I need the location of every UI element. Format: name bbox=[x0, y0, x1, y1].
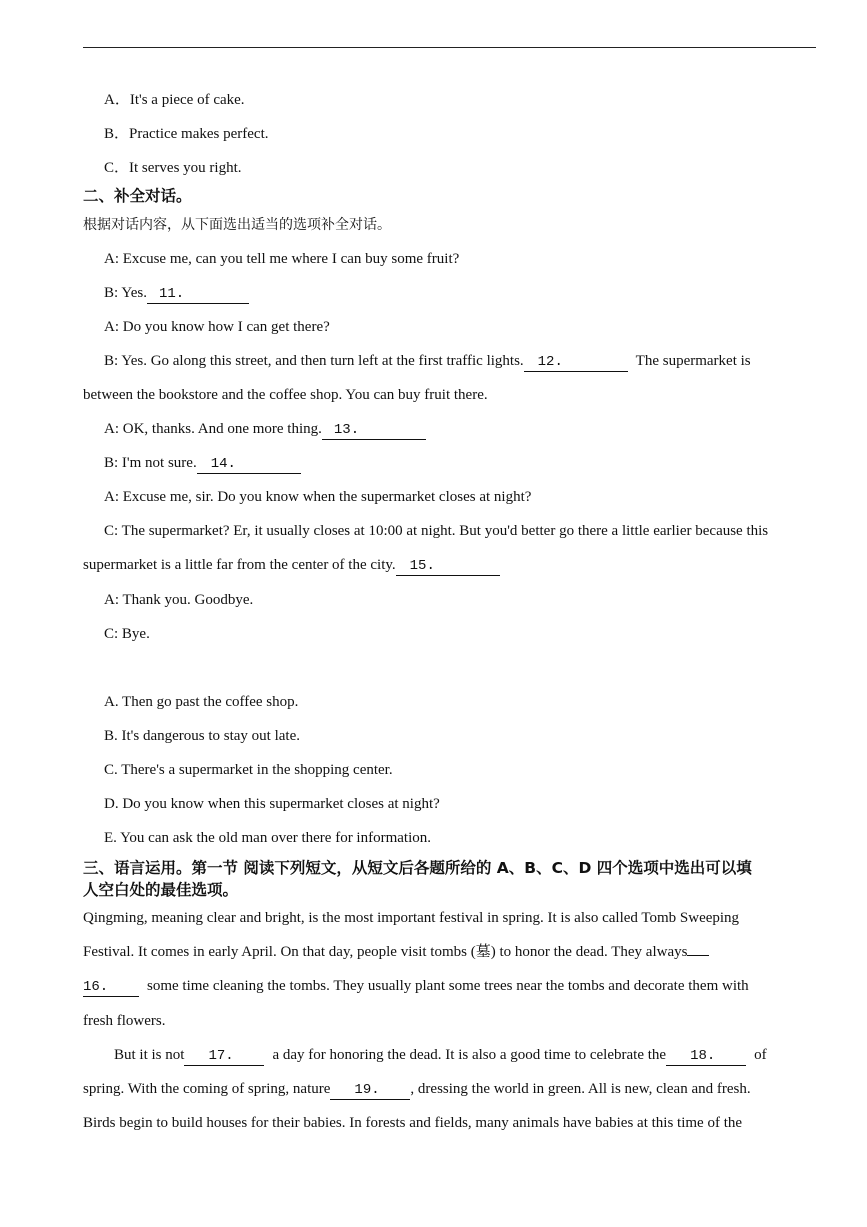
dialogue-line-7: A: Excuse me, sir. Do you know when the supermarket closes at night? bbox=[104, 489, 532, 505]
passage-line-3 bbox=[83, 976, 749, 997]
option-b: B．Practice makes perfect. bbox=[104, 126, 269, 142]
answer-blank-12[interactable] bbox=[524, 353, 628, 372]
blank-number: 19. bbox=[354, 1082, 380, 1098]
passage-text: a day for honoring the dead. It is also a good time to celebrate the bbox=[272, 1047, 667, 1063]
choice-d: D. Do you know when this supermarket closes at night? bbox=[104, 796, 440, 812]
section3-heading-line-2: 人空白处的最佳选项。 bbox=[83, 881, 239, 899]
dialogue-text: B: Yes. Go along this street, and then turn left at the first traffic lights. bbox=[104, 353, 524, 369]
answer-blank-16[interactable] bbox=[83, 978, 139, 997]
dialogue-line-2 bbox=[104, 283, 249, 304]
blank-number: 18. bbox=[690, 1048, 716, 1064]
option-a: A．It's a piece of cake. bbox=[104, 92, 245, 108]
answer-blank-11[interactable] bbox=[147, 285, 249, 304]
dialogue-line-8-cont bbox=[83, 555, 500, 576]
dialogue-text: The supermarket is bbox=[635, 353, 751, 369]
blank-number: 16. bbox=[83, 979, 109, 995]
dialogue-text: B: I'm not sure. bbox=[104, 455, 197, 471]
dialogue-line-3: A: Do you know how I can get there? bbox=[104, 319, 330, 335]
dialogue-line-6 bbox=[104, 453, 301, 474]
passage-line-4: fresh flowers. bbox=[83, 1013, 166, 1029]
dialogue-text: A: OK, thanks. And one more thing. bbox=[104, 421, 322, 437]
section3-heading-line-1: 三、语言运用。第一节 阅读下列短文，从短文后各题所给的 A、B、C、D 四个选项中选出可以填 bbox=[83, 859, 752, 877]
dialogue-text: B: Yes. bbox=[104, 285, 147, 301]
choice-c: C. There's a supermarket in the shopping center. bbox=[104, 762, 393, 778]
option-c: C．It serves you right. bbox=[104, 160, 242, 176]
dialogue-text: supermarket is a little far from the center of the city. bbox=[83, 557, 396, 573]
blank-number: 12. bbox=[537, 354, 563, 370]
answer-blank-19[interactable] bbox=[330, 1081, 410, 1100]
blank-number: 13. bbox=[333, 422, 360, 438]
passage-text: Festival. It comes in early April. On that day, people visit tombs (墓) to honor the dead. They always bbox=[83, 944, 688, 960]
passage-text: , dressing the world in green. All is new, clean and fresh. bbox=[410, 1081, 751, 1097]
answer-blank-14[interactable] bbox=[197, 455, 301, 474]
choice-a: A. Then go past the coffee shop. bbox=[104, 694, 299, 710]
section2-heading: 二、补全对话。 bbox=[83, 187, 192, 205]
dialogue-line-8: C: The supermarket? Er, it usually closes at 10:00 at night. But you'd better go there a little earlier because this bbox=[104, 523, 769, 539]
passage-text: But it is not bbox=[114, 1047, 185, 1063]
passage-text: of bbox=[754, 1047, 767, 1063]
answer-blank-17[interactable] bbox=[184, 1047, 264, 1066]
blank-number: 14. bbox=[210, 456, 236, 472]
dialogue-line-10: C: Bye. bbox=[104, 626, 150, 642]
section2-instruction: 根据对话内容，从下面选出适当的选项补全对话。 bbox=[83, 217, 391, 233]
passage-text: some time cleaning the tombs. They usually plant some trees near the tombs and decorate them with bbox=[147, 978, 749, 994]
passage-line-7: Birds begin to build houses for their babies. In forests and fields, many animals have babies at this time of the bbox=[83, 1115, 743, 1131]
blank-number: 17. bbox=[208, 1048, 234, 1064]
answer-blank-15[interactable] bbox=[396, 557, 500, 576]
passage-text: spring. With the coming of spring, nature bbox=[83, 1081, 331, 1097]
passage-line-1: Qingming, meaning clear and bright, is the most important festival in spring. It is also called Tomb Sweeping bbox=[83, 910, 740, 926]
dialogue-line-5 bbox=[104, 419, 426, 440]
choice-b: B. It's dangerous to stay out late. bbox=[104, 728, 301, 744]
choice-e: E. You can ask the old man over there for information. bbox=[104, 830, 432, 846]
dialogue-line-1: A: Excuse me, can you tell me where I can buy some fruit? bbox=[104, 251, 460, 267]
answer-blank-16-start[interactable] bbox=[687, 955, 709, 956]
blank-number: 15. bbox=[409, 558, 435, 574]
blank-number: 11. bbox=[158, 286, 185, 302]
answer-blank-18[interactable] bbox=[666, 1047, 746, 1066]
dialogue-line-4 bbox=[104, 351, 751, 372]
passage-line-5 bbox=[114, 1045, 767, 1066]
passage-line-6 bbox=[83, 1079, 751, 1100]
answer-blank-13[interactable] bbox=[322, 421, 426, 440]
header-rule bbox=[83, 47, 816, 48]
passage-line-2 bbox=[83, 942, 709, 962]
dialogue-line-9: A: Thank you. Goodbye. bbox=[104, 592, 254, 608]
dialogue-line-4-cont: between the bookstore and the coffee shop. You can buy fruit there. bbox=[83, 387, 488, 403]
